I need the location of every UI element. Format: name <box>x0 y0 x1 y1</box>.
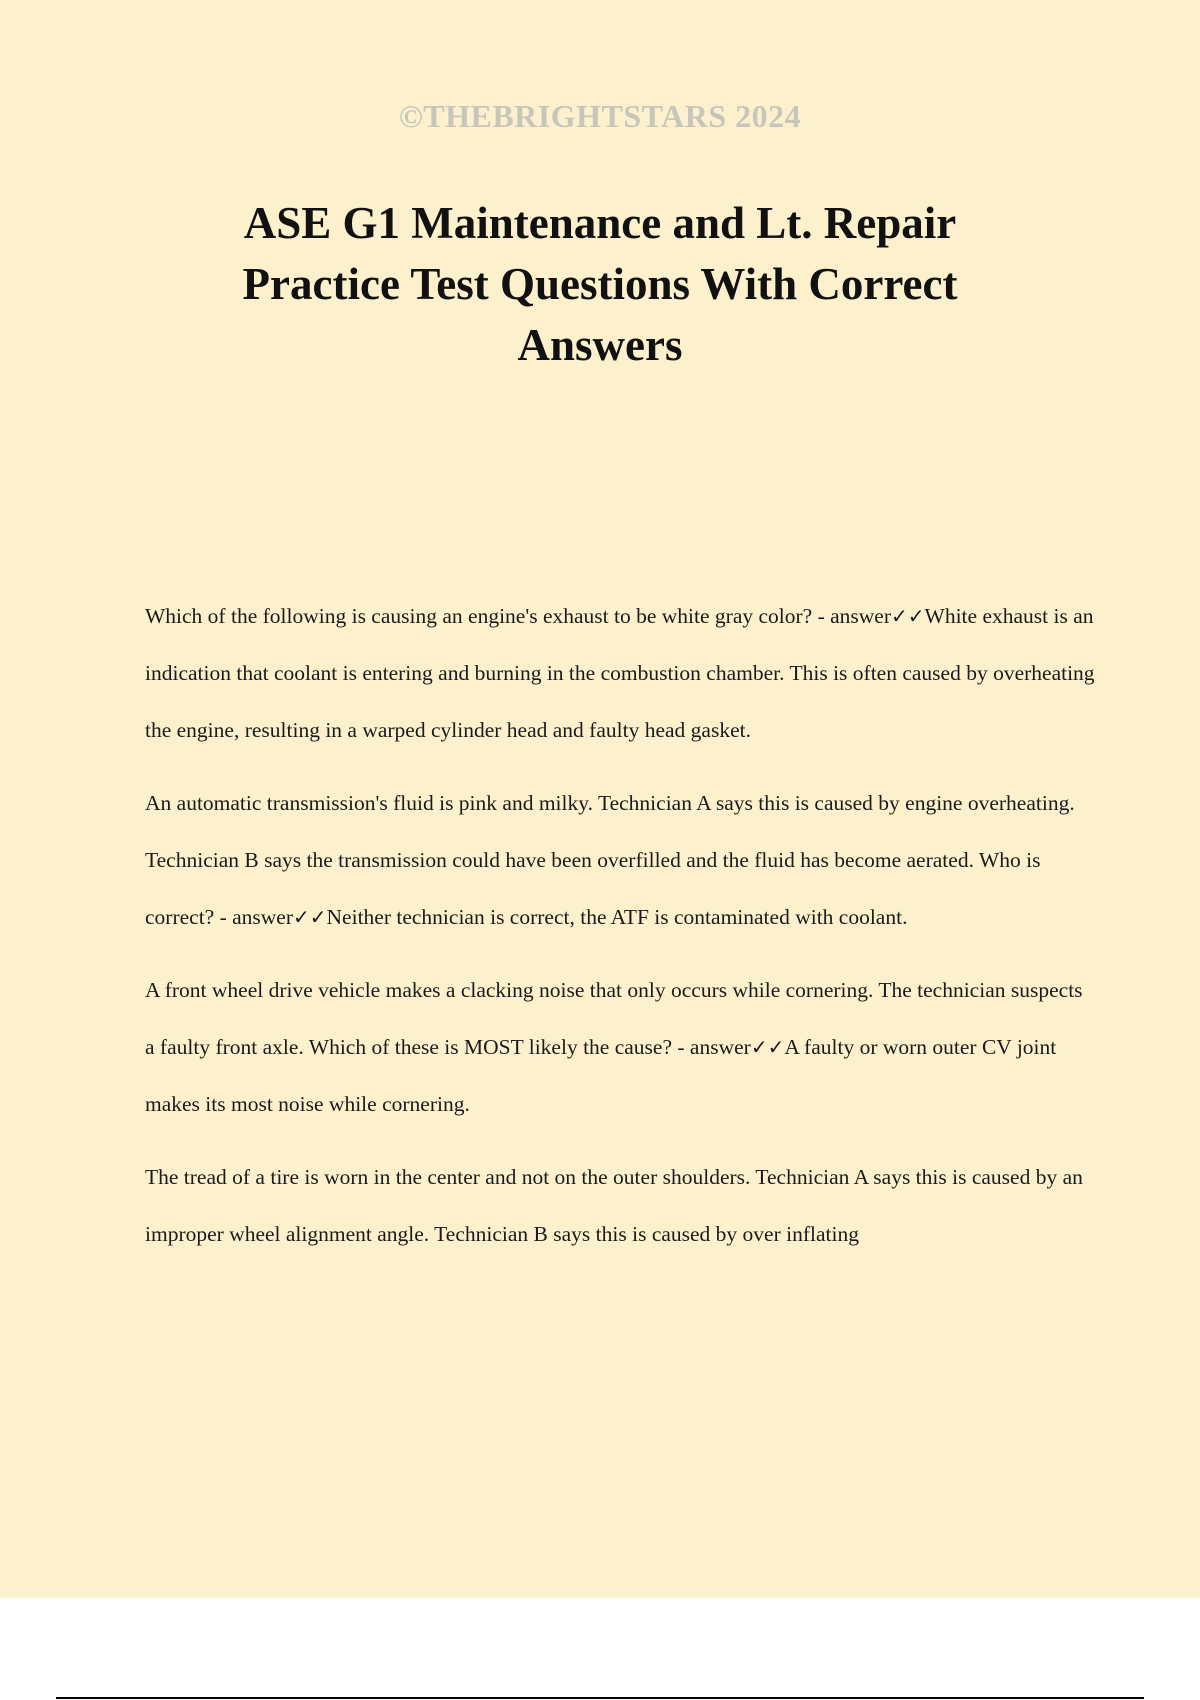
question-text: A front wheel drive vehicle makes a clacking noise that only occurs while cornering. The technician suspects a faulty front axle. Which of these is MOST likely the cause? - answer <box>145 978 1083 1059</box>
question-text: An automatic transmission's fluid is pink and milky. Technician A says this is caused by engine overheating. Technician B says the transmission could have been overfilled and the fluid has become aerated. Who is correct? - answer <box>145 791 1075 929</box>
question-text: Which of the following is causing an engine's exhaust to be white gray color? - answer <box>145 604 892 628</box>
question-text: The tread of a tire is worn in the center and not on the outer shoulders. Technician A says this is caused by an improper wheel alignment angle. Technician B says this is caused by over inflating <box>145 1165 1083 1246</box>
answer-text: White exhaust is an indication that coolant is entering and burning in the combustion chamber. This is often caused by overheating the engine, resulting in a warped cylinder head and faulty head gasket. <box>145 604 1095 742</box>
document-title: ASE G1 Maintenance and Lt. Repair Practice Test Questions With Correct Answers <box>242 198 958 370</box>
footer-rule <box>56 1697 1144 1699</box>
answer-text: A faulty or worn outer CV joint makes its most noise while cornering. <box>145 1035 1057 1116</box>
answer-check-marker: ✓✓ <box>293 905 327 929</box>
question-item-1 <box>145 588 1095 759</box>
question-item-4 <box>145 1149 1095 1263</box>
answer-check-marker: ✓✓ <box>750 1035 785 1059</box>
question-item-3 <box>145 962 1095 1133</box>
answer-text: Neither technician is correct, the ATF is contaminated with coolant. <box>326 905 908 929</box>
answer-check-marker: ✓✓ <box>891 604 925 628</box>
question-list <box>145 588 1095 1279</box>
question-item-2 <box>145 775 1095 946</box>
copyright-watermark: ©THEBRIGHTSTARS 2024 <box>398 98 802 134</box>
